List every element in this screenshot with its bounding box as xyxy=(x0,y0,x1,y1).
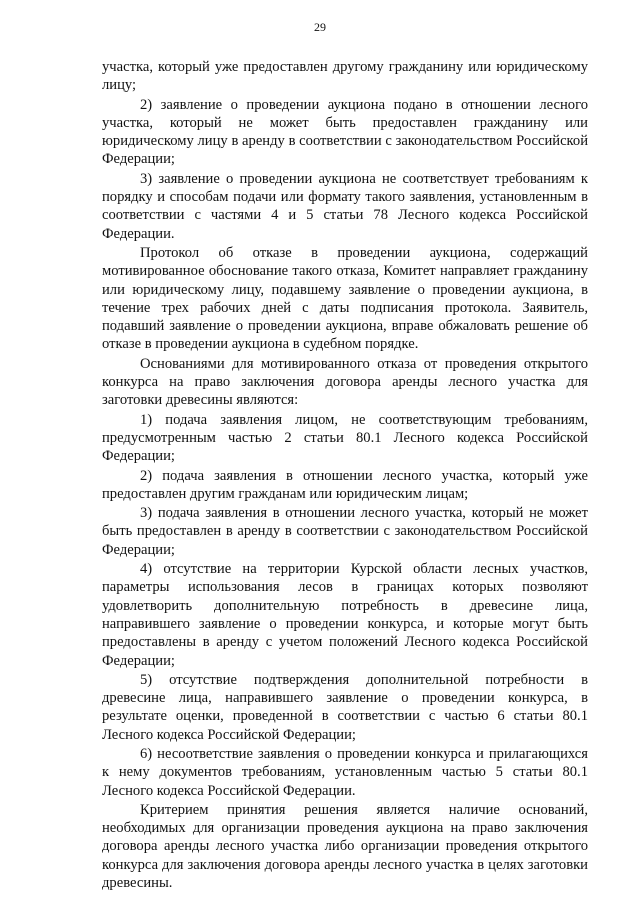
ground-item-5: 5) отсутствие подтверждения дополнительной потребности в древесине лица, направившего заявление о проведении конкурса, в результате оценки, проведенной в соответствии с частью 6 статьи 80.1 Лесного кодекса Российской Федерации; xyxy=(102,671,588,743)
ground-item-2: 2) подача заявления в отношении лесного участка, который уже предоставлен другим гражданам или юридическим лицам; xyxy=(102,467,588,502)
list-item-3: 3) заявление о проведении аукциона не соответствует требованиям к порядку и способам подачи или формату такого заявления, установленным в соответствии с частями 4 и 5 статьи 78 Лесного кодекса Российской Федерации. xyxy=(102,170,588,242)
paragraph-continuation: участка, который уже предоставлен другому гражданину или юридическому лицу; xyxy=(102,59,588,94)
paragraph-protocol: Протокол об отказе в проведении аукциона, содержащий мотивированное обоснование такого отказа, Комитет направляет гражданину или юридическому лицу, подавшему заявление о проведении аукциона, в течение трех рабочих дней с даты подписания протокола. Заявитель, подавший заявление о проведении аукциона, вправе обжаловать решение об отказе в проведении аукциона в судебном порядке. xyxy=(102,244,588,353)
ground-item-3: 3) подача заявления в отношении лесного участка, который не может быть предоставлен в аренду в соответствии с законодательством Российской Федерации; xyxy=(102,505,588,558)
paragraph-criterion: Критерием принятия решения является наличие оснований, необходимых для организации проведения аукциона на право заключения договора аренды лесного участка либо организации проведения открытого конкурса для заключения договора аренды лесного участка в целях заготовки древесины. xyxy=(102,801,588,892)
page-number: 29 xyxy=(314,20,326,34)
paragraph-grounds: Основаниями для мотивированного отказа от проведения открытого конкурса на право заключения договора аренды лесного участка для заготовки древесины являются: xyxy=(102,355,588,409)
document-body xyxy=(102,58,588,892)
ground-item-4: 4) отсутствие на территории Курской области лесных участков, параметры использования лесов в границах которых позволяют удовлетворить дополнительную потребность в древесине лица, направившего заявление о проведении конкурса, и которые могут быть предоставлены в аренду с учетом положений Лесного кодекса Российской Федерации; xyxy=(102,561,588,669)
ground-item-1: 1) подача заявления лицом, не соответствующим требованиям, предусмотренным частью 2 статьи 80.1 Лесного кодекса Российской Федерации; xyxy=(102,411,588,465)
list-item-2: 2) заявление о проведении аукциона подано в отношении лесного участка, который не может быть предоставлен гражданину или юридическому лицу в аренду в соответствии с законодательством Российской Федерации; xyxy=(102,96,588,168)
ground-item-6: 6) несоответствие заявления о проведении конкурса и прилагающихся к нему документов требованиям, установленным частью 5 статьи 80.1 Лесного кодекса Российской Федерации. xyxy=(102,745,588,799)
